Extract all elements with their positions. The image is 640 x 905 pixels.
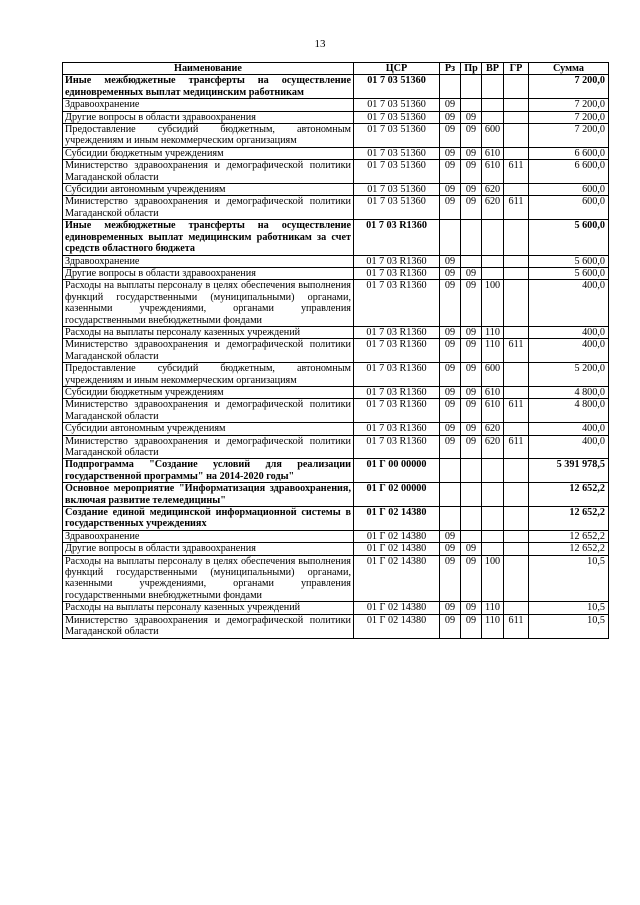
cell-name: Другие вопросы в области здравоохранения — [63, 543, 354, 555]
cell-sum: 6 600,0 — [529, 147, 609, 159]
cell-vr: 610 — [482, 399, 504, 423]
cell-name: Здравоохранение — [63, 99, 354, 111]
table-header-row — [63, 63, 609, 75]
cell-csr: 01 7 03 R1360 — [354, 399, 440, 423]
cell-pr — [461, 483, 482, 507]
cell-csr: 01 Г 02 14380 — [354, 507, 440, 531]
cell-gr — [504, 386, 529, 398]
table-row — [63, 459, 609, 483]
cell-rz: 09 — [440, 435, 461, 459]
cell-vr — [482, 111, 504, 123]
cell-csr: 01 7 03 R1360 — [354, 386, 440, 398]
cell-name: Субсидии автономным учреждениям — [63, 423, 354, 435]
cell-vr: 110 — [482, 602, 504, 614]
cell-vr: 600 — [482, 124, 504, 148]
cell-pr — [461, 75, 482, 99]
cell-rz: 09 — [440, 196, 461, 220]
cell-csr: 01 7 03 R1360 — [354, 267, 440, 279]
cell-sum: 12 652,2 — [529, 543, 609, 555]
table-row — [63, 543, 609, 555]
cell-rz: 09 — [440, 602, 461, 614]
cell-gr — [504, 220, 529, 255]
cell-vr — [482, 267, 504, 279]
cell-pr: 09 — [461, 602, 482, 614]
table-row — [63, 184, 609, 196]
cell-rz: 09 — [440, 255, 461, 267]
cell-name: Субсидии бюджетным учреждениям — [63, 147, 354, 159]
cell-pr: 09 — [461, 326, 482, 338]
cell-gr — [504, 267, 529, 279]
cell-csr: 01 Г 02 14380 — [354, 602, 440, 614]
cell-vr — [482, 75, 504, 99]
cell-sum: 4 800,0 — [529, 399, 609, 423]
cell-vr: 610 — [482, 386, 504, 398]
cell-sum: 7 200,0 — [529, 99, 609, 111]
cell-vr — [482, 99, 504, 111]
cell-vr — [482, 483, 504, 507]
cell-rz: 09 — [440, 386, 461, 398]
table-row — [63, 326, 609, 338]
cell-sum: 400,0 — [529, 280, 609, 327]
cell-gr: 611 — [504, 160, 529, 184]
cell-rz — [440, 220, 461, 255]
cell-rz: 09 — [440, 555, 461, 602]
cell-sum: 400,0 — [529, 435, 609, 459]
cell-csr: 01 7 03 R1360 — [354, 255, 440, 267]
cell-vr: 110 — [482, 326, 504, 338]
table-row — [63, 147, 609, 159]
cell-csr: 01 Г 02 14380 — [354, 614, 440, 638]
header-csr: ЦСР — [354, 63, 440, 75]
cell-name: Министерство здравоохранения и демографической политики Магаданской области — [63, 614, 354, 638]
cell-gr: 611 — [504, 196, 529, 220]
budget-table — [62, 62, 609, 639]
cell-sum: 12 652,2 — [529, 507, 609, 531]
cell-sum: 10,5 — [529, 602, 609, 614]
cell-rz: 09 — [440, 363, 461, 387]
cell-gr — [504, 602, 529, 614]
cell-vr: 100 — [482, 555, 504, 602]
table-row — [63, 435, 609, 459]
cell-rz: 09 — [440, 99, 461, 111]
cell-vr: 610 — [482, 147, 504, 159]
cell-pr: 09 — [461, 196, 482, 220]
cell-vr — [482, 459, 504, 483]
table-row — [63, 423, 609, 435]
table-row — [63, 399, 609, 423]
cell-csr: 01 7 03 R1360 — [354, 220, 440, 255]
cell-name: Министерство здравоохранения и демографической политики Магаданской области — [63, 196, 354, 220]
cell-rz: 09 — [440, 124, 461, 148]
cell-csr: 01 7 03 51360 — [354, 124, 440, 148]
cell-rz: 09 — [440, 267, 461, 279]
cell-rz — [440, 75, 461, 99]
cell-pr — [461, 459, 482, 483]
cell-sum: 7 200,0 — [529, 124, 609, 148]
cell-vr: 610 — [482, 160, 504, 184]
cell-rz: 09 — [440, 614, 461, 638]
cell-gr — [504, 423, 529, 435]
cell-gr — [504, 555, 529, 602]
cell-sum: 12 652,2 — [529, 483, 609, 507]
cell-pr: 09 — [461, 280, 482, 327]
cell-sum: 5 200,0 — [529, 363, 609, 387]
cell-csr: 01 Г 02 14380 — [354, 530, 440, 542]
cell-gr — [504, 184, 529, 196]
cell-name: Министерство здравоохранения и демографической политики Магаданской области — [63, 160, 354, 184]
cell-sum: 12 652,2 — [529, 530, 609, 542]
cell-pr — [461, 530, 482, 542]
cell-csr: 01 7 03 51360 — [354, 75, 440, 99]
cell-name: Другие вопросы в области здравоохранения — [63, 267, 354, 279]
cell-vr: 620 — [482, 435, 504, 459]
cell-gr — [504, 111, 529, 123]
table-row — [63, 386, 609, 398]
cell-vr — [482, 543, 504, 555]
cell-pr: 09 — [461, 386, 482, 398]
table-row — [63, 160, 609, 184]
cell-rz: 09 — [440, 147, 461, 159]
cell-name: Министерство здравоохранения и демографической политики Магаданской области — [63, 399, 354, 423]
cell-vr: 110 — [482, 339, 504, 363]
cell-gr — [504, 483, 529, 507]
cell-vr — [482, 507, 504, 531]
cell-gr — [504, 363, 529, 387]
cell-gr — [504, 147, 529, 159]
cell-pr: 09 — [461, 267, 482, 279]
cell-sum: 600,0 — [529, 196, 609, 220]
cell-csr: 01 Г 02 14380 — [354, 543, 440, 555]
table-row — [63, 124, 609, 148]
cell-pr: 09 — [461, 399, 482, 423]
cell-pr: 09 — [461, 555, 482, 602]
cell-gr — [504, 255, 529, 267]
cell-pr: 09 — [461, 614, 482, 638]
table-row — [63, 255, 609, 267]
table-row — [63, 267, 609, 279]
cell-csr: 01 7 03 R1360 — [354, 339, 440, 363]
cell-pr — [461, 99, 482, 111]
cell-sum: 5 600,0 — [529, 255, 609, 267]
cell-sum: 400,0 — [529, 339, 609, 363]
cell-gr — [504, 99, 529, 111]
table-row — [63, 111, 609, 123]
header-sum: Сумма — [529, 63, 609, 75]
cell-csr: 01 7 03 51360 — [354, 111, 440, 123]
cell-sum: 6 600,0 — [529, 160, 609, 184]
cell-rz — [440, 483, 461, 507]
cell-sum: 5 600,0 — [529, 267, 609, 279]
cell-csr: 01 7 03 51360 — [354, 147, 440, 159]
cell-vr: 110 — [482, 614, 504, 638]
cell-csr: 01 7 03 R1360 — [354, 423, 440, 435]
header-rz: Рз — [440, 63, 461, 75]
cell-rz: 09 — [440, 530, 461, 542]
cell-pr: 09 — [461, 184, 482, 196]
header-vr: ВР — [482, 63, 504, 75]
cell-csr: 01 7 03 51360 — [354, 196, 440, 220]
cell-gr: 611 — [504, 339, 529, 363]
cell-pr: 09 — [461, 111, 482, 123]
cell-sum: 5 600,0 — [529, 220, 609, 255]
cell-sum: 7 200,0 — [529, 75, 609, 99]
cell-csr: 01 7 03 R1360 — [354, 326, 440, 338]
cell-name: Субсидии бюджетным учреждениям — [63, 386, 354, 398]
cell-name: Расходы на выплаты персоналу казенных учреждений — [63, 602, 354, 614]
cell-name: Иные межбюджетные трансферты на осуществление единовременных выплат медицинским работникам за счет средств областного бюджета — [63, 220, 354, 255]
table-row — [63, 614, 609, 638]
cell-name: Расходы на выплаты персоналу казенных учреждений — [63, 326, 354, 338]
cell-rz — [440, 459, 461, 483]
page-number: 13 — [314, 38, 326, 50]
table-row — [63, 363, 609, 387]
header-pr: Пр — [461, 63, 482, 75]
cell-csr: 01 7 03 51360 — [354, 160, 440, 184]
table-row — [63, 75, 609, 99]
cell-vr: 620 — [482, 196, 504, 220]
cell-vr: 600 — [482, 363, 504, 387]
table-row — [63, 555, 609, 602]
cell-pr: 09 — [461, 147, 482, 159]
cell-pr — [461, 255, 482, 267]
cell-vr: 620 — [482, 184, 504, 196]
cell-gr: 611 — [504, 614, 529, 638]
cell-name: Министерство здравоохранения и демографической политики Магаданской области — [63, 435, 354, 459]
cell-pr: 09 — [461, 160, 482, 184]
cell-gr — [504, 280, 529, 327]
cell-name: Здравоохранение — [63, 530, 354, 542]
cell-gr: 611 — [504, 399, 529, 423]
cell-sum: 400,0 — [529, 326, 609, 338]
cell-csr: 01 7 03 R1360 — [354, 363, 440, 387]
table-row — [63, 99, 609, 111]
cell-pr: 09 — [461, 543, 482, 555]
cell-sum: 400,0 — [529, 423, 609, 435]
cell-name: Другие вопросы в области здравоохранения — [63, 111, 354, 123]
cell-name: Создание единой медицинской информационной системы в государственных учреждениях — [63, 507, 354, 531]
cell-vr — [482, 530, 504, 542]
cell-rz: 09 — [440, 543, 461, 555]
cell-gr — [504, 124, 529, 148]
cell-csr: 01 Г 02 00000 — [354, 483, 440, 507]
cell-gr — [504, 530, 529, 542]
cell-vr: 100 — [482, 280, 504, 327]
cell-gr — [504, 75, 529, 99]
cell-name: Иные межбюджетные трансферты на осуществление единовременных выплат медицинским работникам — [63, 75, 354, 99]
cell-gr — [504, 326, 529, 338]
cell-vr — [482, 220, 504, 255]
cell-gr — [504, 543, 529, 555]
cell-rz: 09 — [440, 280, 461, 327]
header-name: Наименование — [63, 63, 354, 75]
cell-rz: 09 — [440, 326, 461, 338]
cell-name: Министерство здравоохранения и демографической политики Магаданской области — [63, 339, 354, 363]
cell-pr: 09 — [461, 339, 482, 363]
cell-name: Расходы на выплаты персоналу в целях обеспечения выполнения функций государственными (муниципальными) органами, казенными учреждениями, органами управления государственными внебюджетными фондами — [63, 555, 354, 602]
cell-vr — [482, 255, 504, 267]
table-row — [63, 483, 609, 507]
cell-csr: 01 Г 02 14380 — [354, 555, 440, 602]
cell-rz: 09 — [440, 184, 461, 196]
cell-rz — [440, 507, 461, 531]
cell-rz: 09 — [440, 423, 461, 435]
cell-csr: 01 Г 00 00000 — [354, 459, 440, 483]
cell-pr: 09 — [461, 124, 482, 148]
cell-name: Здравоохранение — [63, 255, 354, 267]
cell-sum: 5 391 978,5 — [529, 459, 609, 483]
cell-sum: 10,5 — [529, 614, 609, 638]
cell-rz: 09 — [440, 160, 461, 184]
cell-pr: 09 — [461, 423, 482, 435]
table-row — [63, 507, 609, 531]
cell-sum: 4 800,0 — [529, 386, 609, 398]
table-row — [63, 196, 609, 220]
header-gr: ГР — [504, 63, 529, 75]
cell-name: Предоставление субсидий бюджетным, автономным учреждениям и иным некоммерческим организациям — [63, 124, 354, 148]
table-body — [63, 75, 609, 638]
table-row — [63, 220, 609, 255]
cell-gr — [504, 459, 529, 483]
cell-name: Предоставление субсидий бюджетным, автономным учреждениям и иным некоммерческим организациям — [63, 363, 354, 387]
cell-name: Субсидии автономным учреждениям — [63, 184, 354, 196]
cell-name: Подпрограмма "Создание условий для реализации государственной программы" на 2014-2020 годы" — [63, 459, 354, 483]
cell-rz: 09 — [440, 339, 461, 363]
cell-pr: 09 — [461, 435, 482, 459]
table-row — [63, 280, 609, 327]
cell-rz: 09 — [440, 399, 461, 423]
cell-csr: 01 7 03 51360 — [354, 184, 440, 196]
cell-rz: 09 — [440, 111, 461, 123]
cell-pr — [461, 507, 482, 531]
cell-name: Основное мероприятие "Информатизация здравоохранения, включая развитие телемедицины" — [63, 483, 354, 507]
table-row — [63, 339, 609, 363]
cell-pr: 09 — [461, 363, 482, 387]
cell-gr — [504, 507, 529, 531]
cell-name: Расходы на выплаты персоналу в целях обеспечения выполнения функций государственными (муниципальными) органами, казенными учреждениями, органами управления государственными внебюджетными фондами — [63, 280, 354, 327]
cell-sum: 7 200,0 — [529, 111, 609, 123]
cell-sum: 600,0 — [529, 184, 609, 196]
table-row — [63, 602, 609, 614]
cell-csr: 01 7 03 51360 — [354, 99, 440, 111]
cell-gr: 611 — [504, 435, 529, 459]
table-row — [63, 530, 609, 542]
cell-csr: 01 7 03 R1360 — [354, 280, 440, 327]
cell-sum: 10,5 — [529, 555, 609, 602]
cell-vr: 620 — [482, 423, 504, 435]
cell-pr — [461, 220, 482, 255]
cell-csr: 01 7 03 R1360 — [354, 435, 440, 459]
